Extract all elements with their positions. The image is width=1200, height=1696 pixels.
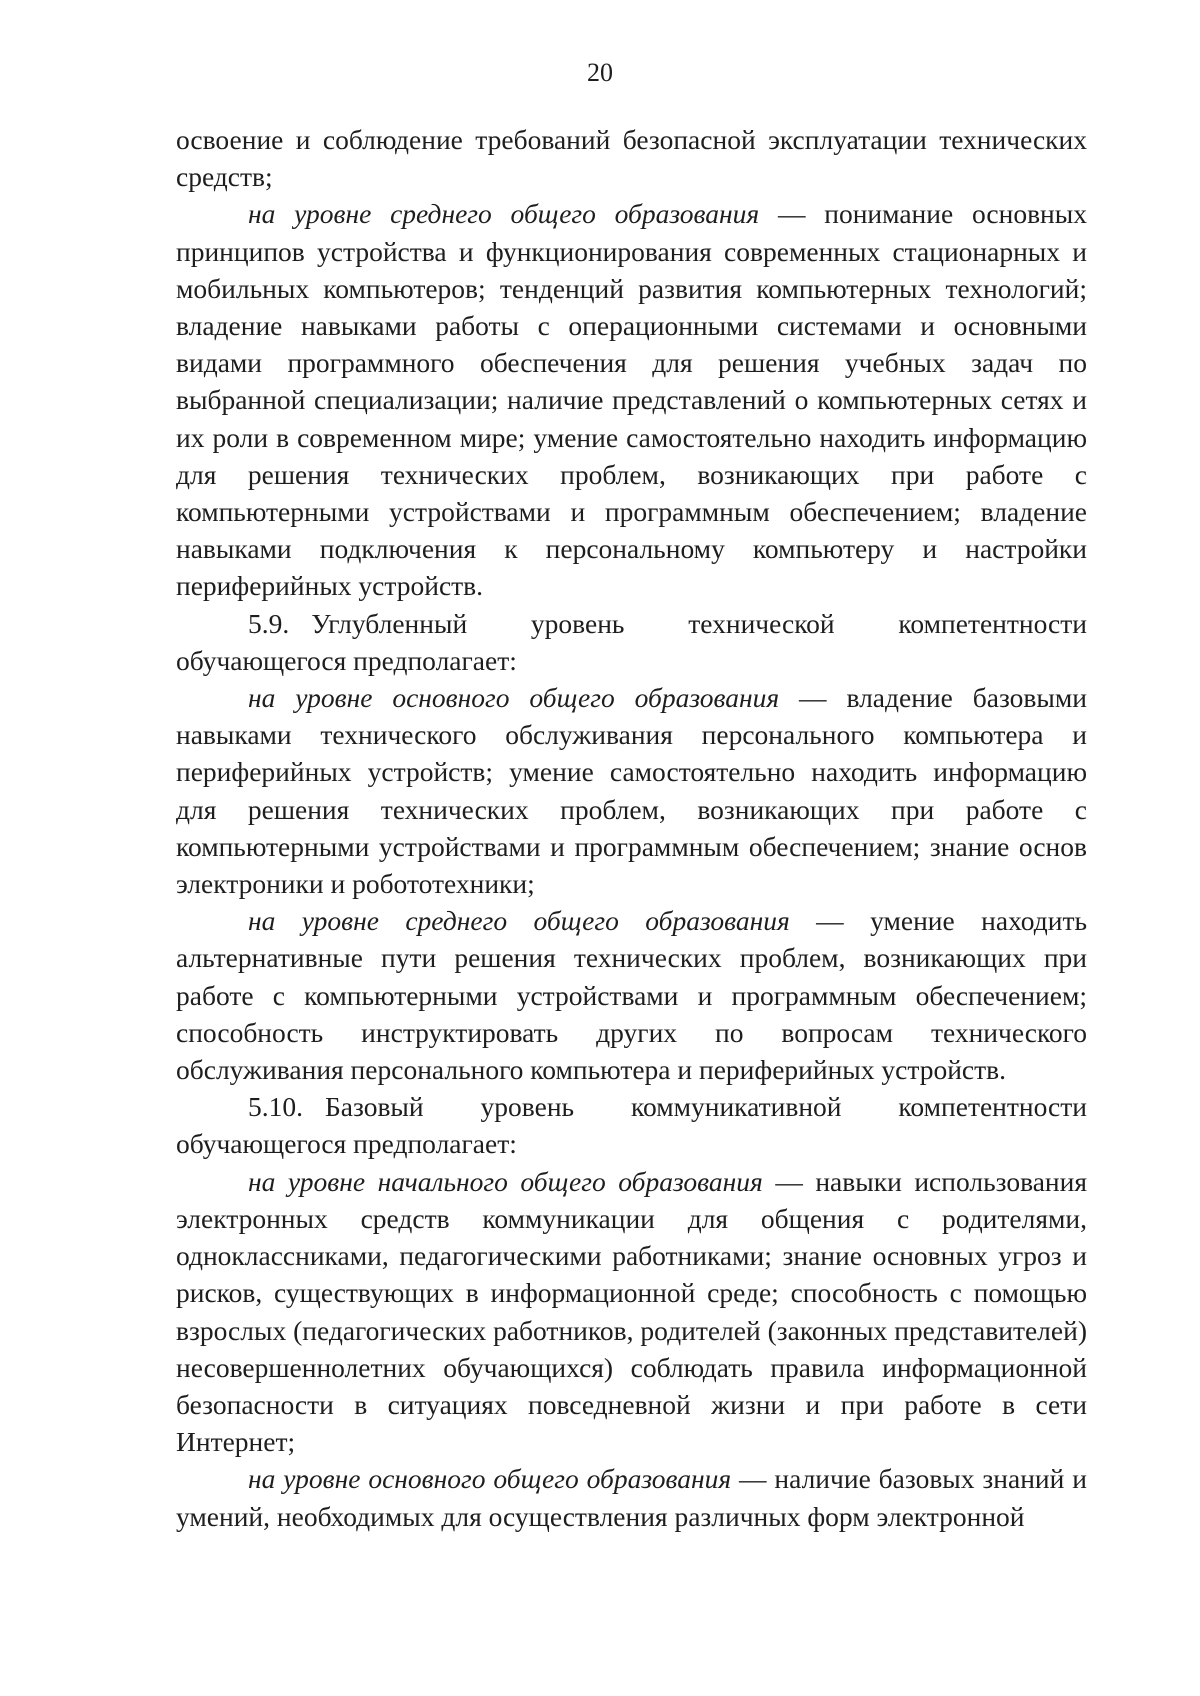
paragraph-lead: на уровне основного общего образования (248, 682, 780, 714)
body-text (176, 121, 1087, 1535)
paragraph-lead: на уровне основного общего образования (248, 1463, 732, 1495)
paragraph-text: — владение базовыми навыками технического обслуживания персонального компьютера и периферийных устройств; умение самостоятельно находить информацию для решения технических проблем, возникающих при работе с компьютерными устройствами и программным обеспечением; знание основ электроники и робототехники; (176, 682, 1087, 900)
paragraph (176, 1163, 1087, 1461)
paragraph-text: Углубленный уровень технической компетентности обучающегося предполагает: (176, 607, 1087, 676)
paragraph-text: освоение и соблюдение требований безопасной эксплуатации технических средств; (176, 124, 1087, 193)
paragraph-text: — наличие базовых знаний и умений, необходимых для осуществления различных форм электронной (176, 1463, 1087, 1532)
paragraph-text: — навыки использования электронных средств коммуникации для общения с родителями, одноклассниками, педагогическими работниками; знание основных угроз и рисков, существующих в информационной среде; способность с помощью взрослых (педагогических работников, родителей (законных представителей) несовершеннолетних обучающихся) соблюдать правила информационной безопасности в ситуациях повседневной жизни и при работе в сети Интернет; (176, 1165, 1087, 1458)
paragraph-text: — понимание основных принципов устройства и функционирования современных стационарных и мобильных компьютеров; тенденций развития компьютерных технологий; владение навыками работы с операционными системами и основными видами программного обеспечения для решения учебных задач по выбранной специализации; наличие представлений о компьютерных сетях и их роли в современном мире; умение самостоятельно находить информацию для решения технических проблем, возникающих при работе с компьютерными устройствами и программным обеспечением; владение навыками подключения к персональному компьютеру и настройки периферийных устройств. (176, 198, 1087, 602)
paragraph (176, 121, 1087, 195)
section-number: 5.10. (248, 1091, 303, 1123)
paragraph (176, 679, 1087, 902)
paragraph-lead: на уровне начального общего образования (248, 1165, 763, 1197)
paragraph (176, 902, 1087, 1088)
paragraph (176, 195, 1087, 604)
page-number: 20 (587, 58, 613, 87)
paragraph-lead: на уровне среднего общего образования (248, 198, 760, 230)
paragraph-text: Базовый уровень коммуникативной компетентности обучающегося предполагает: (176, 1091, 1087, 1160)
section-paragraph (176, 1088, 1087, 1162)
section-number: 5.9. (248, 607, 290, 639)
paragraph (176, 1460, 1087, 1534)
section-paragraph (176, 605, 1087, 679)
paragraph-lead: на уровне среднего общего образования (248, 905, 790, 937)
paragraph-text: — умение находить альтернативные пути решения технических проблем, возникающих при работе с компьютерными устройствами и программным обеспечением; способность инструктировать других по вопросам технического обслуживания персонального компьютера и периферийных устройств. (176, 905, 1087, 1086)
